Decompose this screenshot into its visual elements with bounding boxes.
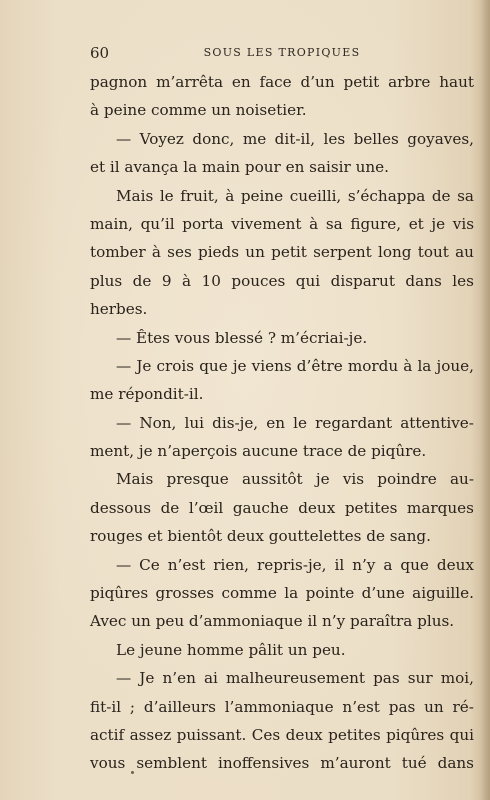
- text-line: piqûres grosses comme la pointe d’une aiguille.: [90, 584, 474, 603]
- text-line: — Êtes vous blessé ? m’écriai-je.: [116, 328, 368, 347]
- text-line: Mais presque aussitôt je vis poindre au-: [116, 470, 474, 489]
- text-line: plus de 9 à 10 pouces qui disparut dans les: [90, 271, 474, 290]
- text-line: Avec un peu d’ammoniaque il n’y paraîtra plus.: [90, 612, 455, 631]
- text-line: ment, je n’aperçois aucune trace de piqûre.: [90, 442, 427, 461]
- text-line: pagnon m’arrêta en face d’un petit arbre haut: [90, 73, 474, 91]
- text-line: actif assez puissant. Ces deux petites piqûres qui: [90, 725, 474, 744]
- page-header: [90, 44, 474, 64]
- text-line: et il avança la main pour en saisir une.: [90, 158, 389, 177]
- text-line: — Non, lui dis-je, en le regardant attentive-: [116, 413, 474, 432]
- page-number: 60: [90, 44, 110, 62]
- text-line: herbes.: [90, 300, 148, 319]
- text-line: — Ce n’est rien, repris-je, il n’y a que deux: [116, 555, 474, 574]
- text-line: me répondit-il.: [90, 385, 204, 404]
- text-line: — Je n’en ai malheureusement pas sur moi,: [116, 669, 474, 688]
- text-line: main, qu’il porta vivement à sa figure, et je vis: [90, 214, 474, 233]
- page-speck: [131, 771, 134, 774]
- text-line: à peine comme un noisetier.: [90, 101, 307, 120]
- running-head: SOUS LES TROPIQUES: [203, 46, 361, 59]
- text-line: fit-il ; d’ailleurs l’ammoniaque n’est pas un ré-: [90, 697, 474, 716]
- text-line: dessous de l’œil gauche deux petites marques: [90, 498, 474, 517]
- page-edge-shadow: [480, 0, 490, 800]
- text-line: tomber à ses pieds un petit serpent long tout au: [90, 243, 474, 262]
- text-line: — Voyez donc, me dit-il, les belles goyaves,: [116, 129, 474, 148]
- text-line: — Je crois que je viens d’être mordu à la joue,: [116, 356, 474, 375]
- text-line: rouges et bientôt deux gouttelettes de sang.: [90, 527, 431, 546]
- text-line: vous semblent inoffensives m’auront tué dans: [90, 754, 474, 773]
- text-line: Le jeune homme pâlit un peu.: [116, 640, 346, 659]
- body-text: [90, 68, 474, 778]
- text-line: Mais le fruit, à peine cueilli, s’échappa de sa: [116, 186, 474, 205]
